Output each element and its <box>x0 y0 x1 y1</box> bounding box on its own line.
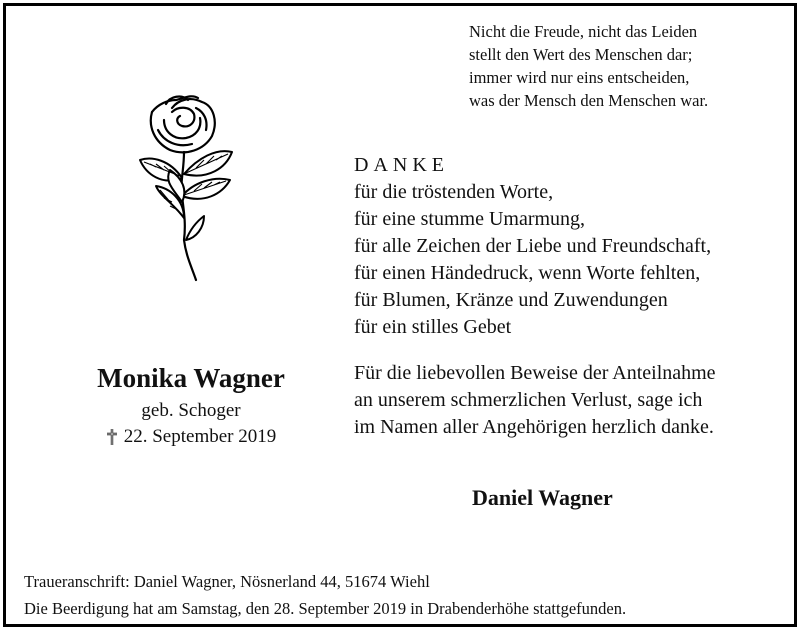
cross-icon <box>106 428 118 446</box>
obituary-card <box>3 3 797 627</box>
closing-text <box>354 360 794 441</box>
poem-line: was der Mensch den Menschen war. <box>469 91 709 110</box>
birth-name: geb. Schoger <box>141 400 241 421</box>
thanks-line: für ein stilles Gebet <box>354 316 512 338</box>
signer-name: Daniel Wagner <box>472 485 613 510</box>
closing-line: Für die liebevollen Beweise der Anteilnahme <box>354 362 716 384</box>
closing-line: im Namen aller Angehörigen herzlich danke. <box>354 416 714 438</box>
thanks-line: für eine stumme Umarmung, <box>354 208 586 230</box>
closing-line: an unserem schmerzlichen Verlust, sage ich <box>354 389 703 411</box>
death-line <box>46 424 336 450</box>
footer <box>24 568 794 622</box>
funeral-info: Die Beerdigung hat am Samstag, den 28. September 2019 in Drabenderhöhe stattgefunden. <box>24 599 627 618</box>
thanks-line: für Blumen, Kränze und Zuwendungen <box>354 289 668 311</box>
poem-line: stellt den Wert des Menschen dar; <box>469 45 693 64</box>
poem-line: immer wird nur eins entscheiden, <box>469 68 690 87</box>
thanks-block <box>354 152 794 341</box>
death-date: 22. September 2019 <box>123 426 277 447</box>
mourning-address: Traueranschrift: Daniel Wagner, Nösnerland 44, 51674 Wiehl <box>24 572 430 591</box>
thanks-line: für die tröstenden Worte, <box>354 181 554 203</box>
poem-line: Nicht die Freude, nicht das Leiden <box>469 22 698 41</box>
deceased-info <box>46 362 336 450</box>
poem <box>469 20 789 112</box>
thanks-heading: DANKE <box>354 154 449 176</box>
deceased-name: Monika Wagner <box>97 363 285 393</box>
rose-icon <box>134 90 246 286</box>
thanks-line: für alle Zeichen der Liebe und Freundschaft, <box>354 235 712 257</box>
thanks-line: für einen Händedruck, wenn Worte fehlten, <box>354 262 701 284</box>
